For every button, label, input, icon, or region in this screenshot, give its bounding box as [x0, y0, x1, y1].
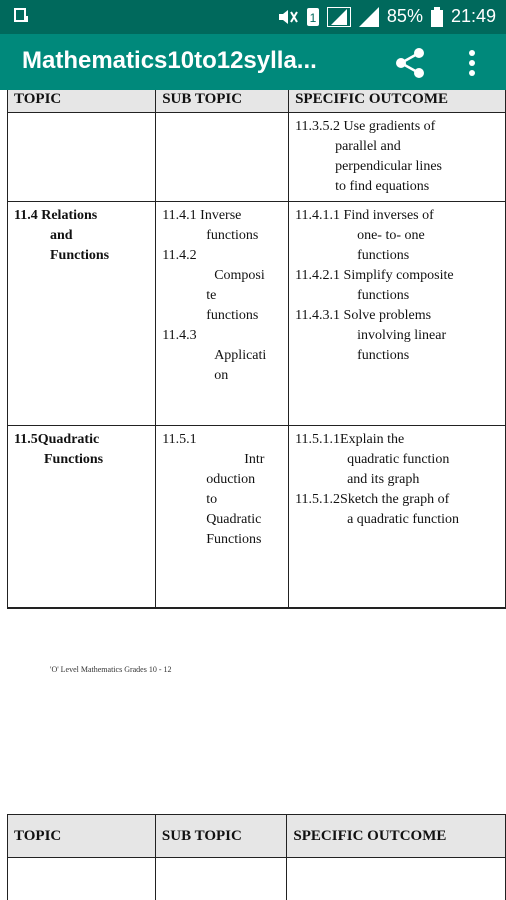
svg-text:1: 1: [309, 10, 317, 25]
cell-outcome: [287, 858, 506, 900]
more-options-icon[interactable]: [462, 48, 482, 78]
cell-outcome: [289, 202, 506, 426]
text-line: 11.5.1.2Sketch the graph of: [295, 492, 450, 507]
text-line: and: [50, 228, 73, 243]
signal-2-icon: [359, 7, 379, 27]
text-line: to find equations: [335, 179, 430, 194]
text-line: 11.4.3.1 Solve problems: [295, 308, 432, 323]
mute-icon: [277, 9, 299, 25]
text-line: Quadratic: [206, 512, 262, 527]
header-subtopic: SUB TOPIC: [156, 90, 289, 113]
header-outcome: SPECIFIC OUTCOME: [289, 90, 506, 113]
cell-topic: [8, 202, 156, 426]
text-line: 11.4.1 Inverse: [162, 208, 242, 223]
signal-1-icon: [327, 7, 351, 27]
header-subtopic: SUB TOPIC: [155, 815, 287, 858]
screenshot-icon: [14, 8, 28, 24]
text-line: Functions: [206, 532, 262, 547]
text-line: Intr: [244, 452, 265, 467]
text-line: and its graph: [347, 472, 420, 487]
text-line: Applicati: [214, 348, 267, 363]
document-title: Mathematics10to12sylla...: [22, 47, 317, 74]
battery-icon: [431, 7, 443, 27]
text-line: perpendicular lines: [335, 159, 442, 174]
text-line: 11.5.1: [162, 432, 197, 447]
cell-subtopic: [155, 858, 287, 900]
table-header-row: [8, 815, 506, 858]
syllabus-table-1: [7, 90, 506, 609]
syllabus-table-2: [7, 814, 506, 900]
status-bar: [0, 0, 506, 34]
cell-topic: [8, 858, 156, 900]
table-row: [8, 202, 506, 426]
cell-outcome: [289, 113, 506, 202]
table-row: [8, 113, 506, 202]
text-line: functions: [357, 248, 410, 263]
text-line: Functions: [44, 452, 104, 467]
cell-topic: [8, 426, 156, 608]
text-line: 11.4.3: [162, 328, 197, 343]
text-line: Functions: [50, 248, 110, 263]
share-icon[interactable]: [392, 47, 428, 79]
text-line: functions: [206, 228, 259, 243]
table-row: [8, 426, 506, 608]
text-line: quadratic function: [347, 452, 450, 467]
text-line: a quadratic function: [347, 512, 460, 527]
text-line: functions: [357, 288, 410, 303]
app-bar: [0, 34, 506, 90]
text-line: 11.4 Relations: [14, 208, 98, 223]
header-outcome: SPECIFIC OUTCOME: [287, 815, 506, 858]
cell-outcome: [289, 426, 506, 608]
text-line: on: [214, 368, 229, 383]
table-row: [8, 858, 506, 900]
text-line: one- to- one: [357, 228, 425, 243]
text-line: functions: [206, 308, 259, 323]
text-line: involving linear: [357, 328, 447, 343]
text-line: 11.5.1.1Explain the: [295, 432, 405, 447]
text-line: Composi: [214, 268, 265, 283]
document-viewer[interactable]: [0, 90, 506, 900]
text-line: 11.4.2: [162, 248, 197, 263]
page-footer: 'O' Level Mathematics Grades 10 - 12: [50, 665, 172, 674]
text-line: oduction: [206, 472, 256, 487]
text-line: 11.5Quadratic: [14, 432, 100, 447]
sim1-icon: [307, 8, 319, 26]
header-topic: TOPIC: [8, 90, 156, 113]
text-line: 11.4.1.1 Find inverses of: [295, 208, 434, 223]
cell-topic: [8, 113, 156, 202]
text-line: 11.3.5.2 Use gradients of: [295, 119, 436, 134]
clock: 21:49: [450, 6, 496, 26]
battery-percent: 85%: [386, 6, 423, 26]
cell-subtopic: [156, 426, 289, 608]
header-topic: TOPIC: [8, 815, 156, 858]
text-line: parallel and: [335, 139, 401, 154]
text-line: to: [206, 492, 218, 507]
cell-subtopic: [156, 113, 289, 202]
cell-subtopic: [156, 202, 289, 426]
table-header-row: [8, 90, 506, 113]
text-line: functions: [357, 348, 410, 363]
text-line: te: [206, 288, 217, 303]
text-line: 11.4.2.1 Simplify composite: [295, 268, 454, 283]
